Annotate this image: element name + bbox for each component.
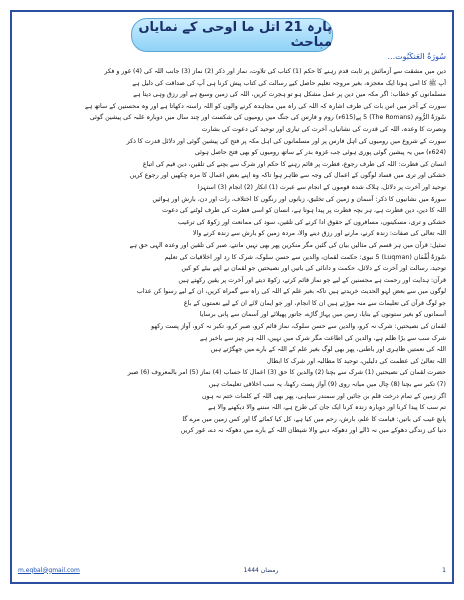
text-line: توحید اور آخرت پر دلائل، ہلاک شدہ قوموں کے انجام سے عبرت (1) انکار (2) انجام (3) استہزا bbox=[197, 183, 446, 191]
text-line: (624ء) میں یہ پیشین گوئی پوری ہوئی جب غزوہ بدر کے ساتھ رومیوں کو بھی فتح حاصل ہوئی bbox=[194, 149, 446, 157]
email-link[interactable]: m.eqbal@gmail.com bbox=[18, 566, 80, 574]
footer-month: رمضان bbox=[260, 566, 279, 574]
text-line: سُورَةُ لُقْمَان (Luqman) 5 نبوی: حکمت لقمان، والدین سے حسن سلوک، شرک کا رد اور اخلاقیات کی تعلیم bbox=[164, 253, 446, 261]
text-line: شرک سب سے بڑا ظلم ہے، والدین کی اطاعت مگر شرک میں نہیں، اللہ ہر چیز سے باخبر ہے bbox=[199, 334, 446, 342]
text-line: ونصرت کا وعدہ، اللہ کی قدرت کی نشانیاں، آخرت کی تیاری اور توحید کی دعوت کی بشارت bbox=[201, 125, 446, 133]
text-line: خشکی اور تری میں فساد لوگوں کے اعمال کی وجہ سے ظاہر ہوا تاکہ وہ اپنے بعض اعمال کا مزہ چکھیں اور رجوع کریں bbox=[129, 172, 446, 180]
text-line: مسلمانوں کو خطاب: اگر مکہ میں دین پر عمل مشکل ہو تو ہجرت کریں، اللہ کی زمین وسیع ہے اور رزق وہی دیتا ہے bbox=[133, 91, 446, 99]
page-footer bbox=[18, 562, 446, 578]
text-line: اللہ کا دین، دین فطرت ہے، ہر بچہ فطرت پر پیدا ہوتا ہے، انسان کو اسی فطرت کی طرف لوٹنے کی دعوت bbox=[162, 207, 446, 215]
page-title: پارہ 21 اتل ما اوحی کے نمایاں مباحث bbox=[131, 18, 333, 52]
text-line: جو لوگ قرآن کی تعلیمات سے منہ موڑتے ہیں ان کا انجام، اور جو ایمان لائے ان کے لیے نعمتوں کے باغ bbox=[183, 299, 446, 307]
page-number: 1 bbox=[442, 566, 446, 574]
text-line: پانچ غیب کی باتیں: قیامت کا علم، بارش، رحم میں کیا ہے، کل کیا کمائے گا اور کس زمین میں مرے گا bbox=[182, 415, 446, 423]
text-line: سورت کے آخر میں اس بات کی طرف اشارہ کہ اللہ کی راہ میں مجاہدہ کرنے والوں کو اللہ راستہ دکھاتا ہے اور وہ محسنین کے ساتھ ہے bbox=[84, 102, 446, 110]
text-line: آسمانوں کو بغیر ستونوں کے بنایا، زمین میں پہاڑ گاڑے، جانور پھیلائے اور آسمان سے پانی برسایا bbox=[199, 311, 446, 319]
text-line: قرآن: ہدایت اور رحمت ہے محسنین کے لیے جو نماز قائم کرتے، زکوۃ دیتے اور آخرت پر یقین رکھتے ہیں bbox=[178, 276, 446, 284]
text-line: تمثیل: قرآن میں ہر قسم کی مثالیں بیان کی گئیں مگر منکرین پھر بھی نہیں مانتے، صبر کی تلقین اور وعدہ الہی حق ہے bbox=[129, 241, 446, 249]
footer-date bbox=[244, 567, 279, 574]
document-page bbox=[10, 10, 454, 584]
section-label: سُورَةُ العَنكَبُوت... bbox=[387, 52, 446, 61]
text-line: دنیا کی زندگی دھوکے میں نہ ڈالے اور دھوکہ دینے والا شیطان اللہ کے بارے میں دھوکہ نہ دے، غور کریں bbox=[180, 427, 446, 435]
text-line: خشکی و تری، مسکینوں، مسافروں کے حقوق ادا کرنے کی تلقین، سود کی ممانعت اور زکوۃ کی ترغیب bbox=[178, 218, 446, 226]
text-line: سُورَةُ الرُّوم (The Romans) 5 پے(615ء) روم و فارس کی جنگ میں رومیوں کی شکست اور چند سال میں دوبارہ غلبہ کی پیشین گوئی bbox=[89, 114, 446, 122]
text-line: (7) تکبر سے بچنا (8) چال میں میانہ روی (9) آواز پست رکھنا، یہ سب اخلاقی تعلیمات ہیں bbox=[208, 381, 446, 389]
footer-year: 1444 bbox=[243, 566, 259, 574]
text-line: اللہ تعالیٰ کی عظمت کی دلیلیں، توحید کا مطالبہ اور شرک کا ابطال bbox=[266, 357, 446, 365]
text-line: توحید، رسالت اور آخرت کے دلائل، حکمت و دانائی کی باتیں اور نصیحتیں جو لقمان نے اپنے بیٹے کو کیں bbox=[181, 265, 446, 273]
text-line: سورت کے شروع میں رومیوں کی اہل فارس پر اور مسلمانوں کی اہل مکہ پر فتح کی پیشین گوئی اور دلائل قدرت کا ذکر bbox=[126, 137, 446, 145]
text-line: دین میں مشقت سے آزمائش پر ثابت قدم رہنے کا حکم (1) کتاب کی تلاوت، نماز اور ذکر (2) نماز (3) جانب اللہ کی (4) غور و فکر bbox=[104, 68, 446, 75]
text-line: لوگوں میں سے بعض لہو الحدیث خریدتے ہیں تاکہ بغیر علم کے اللہ کی راہ سے گمراہ کریں، ان کے لیے رسوا کن عذاب bbox=[136, 288, 446, 296]
text-line: اللہ تعالی کی صفات: زندہ کرنے، مارنے اور رزق دینے والا، مردہ زمین کو بارش سے زندہ کرنے والا bbox=[192, 230, 446, 238]
content-body bbox=[18, 66, 446, 556]
text-line: اگر زمین کے تمام درخت قلم بن جائیں اور سمندر سیاہی، پھر بھی اللہ کے کلمات ختم نہ ہوں bbox=[201, 392, 446, 400]
text-line: تم سب کا پیدا کرنا اور دوبارہ زندہ کرنا ایک جان کی طرح ہے، اللہ سننے والا دیکھنے والا ہے bbox=[208, 404, 446, 412]
text-line: لقمان کی نصیحتیں: شرک نہ کرو، والدین سے حسن سلوک، نماز قائم کرو، صبر کرو، تکبر نہ کرو، آواز پست رکھو bbox=[151, 323, 446, 331]
text-line: آپ ﷺ کا امی ہونا ایک معجزہ، بغیر مروجہ تعلیم حاصل کیے رسالت کی کتاب پیش کرنا ہی آپ کی صداقت کی دلیل ہے bbox=[132, 79, 446, 87]
text-line: انسان کی فطرت: اللہ کی طرف رجوع، فطرت پر قائم رہنے کا حکم اور شرک سے بچنے کی تلقین، دین قیم کی اتباع bbox=[142, 160, 446, 168]
text-line: حضرت لقمان کی نصیحتیں (1) شرک سے بچنا (2) والدین کا حق (3) اعمال کا حساب (4) نماز (5) امر بالمعروف (6) صبر bbox=[127, 369, 446, 377]
text-line: اللہ کی نعمتیں ظاہری اور باطنی، پھر بھی لوگ بغیر علم کے اللہ کے بارے میں جھگڑتے ہیں bbox=[210, 346, 446, 354]
text-line: سورۃ میں نشانیوں کا ذکر: آسمان و زمین کی تخلیق، زبانوں اور رنگوں کا اختلاف، رات اور دن، بارش اور ہوائیں bbox=[152, 195, 446, 203]
